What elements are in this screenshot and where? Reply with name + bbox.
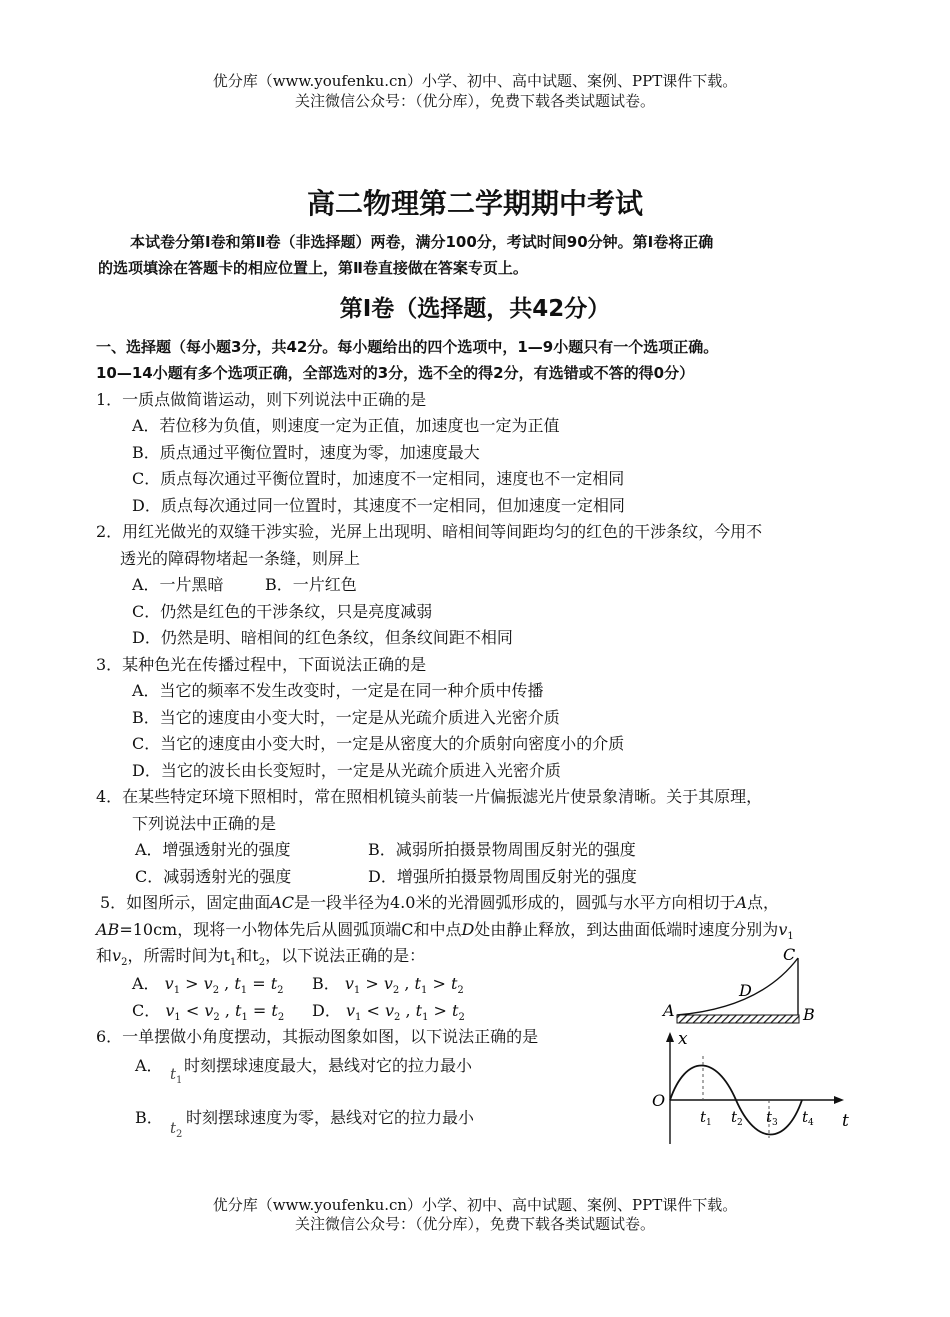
arc-ac bbox=[677, 958, 798, 1015]
label-d: D bbox=[739, 981, 752, 1000]
q4-option-c: C．减弱透射光的强度 bbox=[135, 867, 292, 886]
q5-option-b: B． $v_1 > v_2$ , $t_1 > t_2$ bbox=[312, 974, 464, 997]
q6-option-a-label: A． bbox=[135, 1056, 163, 1075]
tick-sub-1: 1 bbox=[706, 1118, 712, 1128]
q2-stem-1: 2．用红光做光的双缝干涉实验，光屏上出现明、暗相间等间距均匀的红色的干涉条纹，今用不 bbox=[96, 522, 763, 541]
q6-option-b: 时刻摆球速度为零，悬线对它的拉力最小 bbox=[186, 1108, 475, 1127]
tick-label-t3: t bbox=[766, 1108, 773, 1126]
q1-stem: 1．一质点做简谐运动，则下列说法中正确的是 bbox=[96, 390, 427, 409]
label-c: C bbox=[783, 945, 796, 964]
q1-option-a: A．若位移为负值，则速度一定为正值，加速度也一定为正值 bbox=[132, 416, 560, 435]
q5-stem-2: AB=10cm，现将一小物体先后从圆弧顶端C和中点D处由静止释放，到达曲面低端时速度分别为$v_1$ bbox=[96, 920, 794, 943]
arrow-right-icon bbox=[834, 1096, 844, 1104]
header-line-1: 优分库（www.youfenku.cn）小学、初中、高中试题、案例、PPT课件下载。 bbox=[212, 72, 738, 90]
tick-label-t4: t bbox=[802, 1108, 809, 1126]
q2-option-d: D．仍然是明、暗相间的红色条纹，但条纹间距不相同 bbox=[132, 628, 513, 647]
q1-option-d: D．质点每次通过同一位置时，其速度不一定相同，但加速度一定相同 bbox=[132, 496, 625, 515]
curved-surface-figure bbox=[655, 940, 835, 1035]
section-title: 第Ⅰ卷（选择题，共42分） bbox=[339, 296, 611, 322]
q3-stem: 3．某种色光在传播过程中，下面说法正确的是 bbox=[96, 655, 427, 674]
tick-sub-2: 2 bbox=[737, 1118, 743, 1128]
q4-stem-1: 4．在某些特定环境下照相时，常在照相机镜头前装一片偏振滤光片使景象清晰。关于其原理， bbox=[96, 787, 763, 806]
q1-option-c: C．质点每次通过平衡位置时，加速度不一定相同，速度也不一定相同 bbox=[132, 469, 625, 488]
label-x: x bbox=[678, 1029, 688, 1049]
label-t: t bbox=[842, 1111, 849, 1131]
q6-option-b-label: B． bbox=[135, 1108, 163, 1127]
q4-stem-2: 下列说法中正确的是 bbox=[132, 814, 277, 833]
q2-stem-2: 透光的障碍物堵起一条缝，则屏上 bbox=[120, 549, 361, 568]
arrow-up-icon bbox=[666, 1032, 674, 1042]
page-title: 高二物理第二学期期中考试 bbox=[306, 187, 643, 220]
tick-label-t2: t bbox=[731, 1108, 738, 1126]
tick-sub-3: 3 bbox=[772, 1118, 778, 1128]
q5-stem-1: 5．如图所示，固定曲面AC是一段半径为4.0米的光滑圆弧形成的，圆弧与水平方向相切于A点， bbox=[100, 893, 780, 912]
instructions-line-1: 一、选择题（每小题3分，共42分。每小题给出的四个选项中，1—9小题只有一个选项正确。 bbox=[96, 338, 719, 356]
label-b: B bbox=[803, 1005, 815, 1024]
vibration-graph bbox=[648, 1026, 860, 1150]
q5-stem-3: 和$v_2$，所需时间为$t_1$和$t_2$，以下说法正确的是： bbox=[96, 946, 426, 969]
q4-option-a: A．增强透射光的强度 bbox=[135, 840, 291, 859]
q2-option-a: A．一片黑暗 bbox=[132, 575, 224, 594]
header-line-2: 关注微信公众号：（优分库），免费下载各类试题试卷。 bbox=[294, 92, 655, 110]
tick-sub-4: 4 bbox=[808, 1118, 814, 1128]
ground-hatch bbox=[677, 1015, 799, 1023]
q6-option-b-symbol: $t_2$ bbox=[170, 1119, 183, 1140]
footer-line-2: 关注微信公众号：（优分库），免费下载各类试题试卷。 bbox=[294, 1215, 655, 1233]
q5-option-a: A． $v_1 > v_2$ , $t_1 = t_2$ bbox=[132, 974, 284, 997]
q4-option-d: D．增强所拍摄景物周围反射光的强度 bbox=[368, 867, 637, 886]
intro-line-1: 本试卷分第Ⅰ卷和第Ⅱ卷（非选择题）两卷，满分100分，考试时间90分钟。第Ⅰ卷将正确 bbox=[130, 233, 714, 251]
label-origin: O bbox=[652, 1091, 666, 1110]
q1-option-b: B．质点通过平衡位置时，速度为零，加速度最大 bbox=[132, 443, 480, 462]
instructions-line-2: 10—14小题有多个选项正确，全部选对的3分，选不全的得2分，有选错或不答的得0分） bbox=[96, 364, 695, 382]
q3-option-c: C．当它的速度由小变大时，一定是从密度大的介质射向密度小的介质 bbox=[132, 734, 625, 753]
q6-option-a: 时刻摆球速度最大，悬线对它的拉力最小 bbox=[184, 1056, 473, 1075]
footer-line-1: 优分库（www.youfenku.cn）小学、初中、高中试题、案例、PPT课件下载。 bbox=[212, 1196, 738, 1214]
q3-option-d: D．当它的波长由长变短时，一定是从光疏介质进入光密介质 bbox=[132, 761, 561, 780]
q5-option-c: C． $v_1 < v_2$ , $t_1 = t_2$ bbox=[132, 1001, 285, 1024]
q4-option-b: B．减弱所拍摄景物周围反射光的强度 bbox=[368, 840, 636, 859]
q3-option-a: A．当它的频率不发生改变时，一定是在同一种介质中传播 bbox=[132, 681, 544, 700]
intro-line-2: 的选项填涂在答题卡的相应位置上，第Ⅱ卷直接做在答案专页上。 bbox=[98, 259, 528, 277]
q6-stem: 6．一单摆做小角度摆动，其振动图象如图，以下说法正确的是 bbox=[96, 1027, 539, 1046]
q2-option-b: B．一片红色 bbox=[265, 575, 357, 594]
q6-option-a-symbol: $t_1$ bbox=[170, 1065, 183, 1086]
q3-option-b: B．当它的速度由小变大时，一定是从光疏介质进入光密介质 bbox=[132, 708, 560, 727]
q2-option-c: C．仍然是红色的干涉条纹，只是亮度减弱 bbox=[132, 602, 433, 621]
tick-label-t1: t bbox=[700, 1108, 707, 1126]
q5-option-d: D． $v_1 < v_2$ , $t_1 > t_2$ bbox=[312, 1001, 465, 1024]
label-a: A bbox=[663, 1001, 675, 1020]
